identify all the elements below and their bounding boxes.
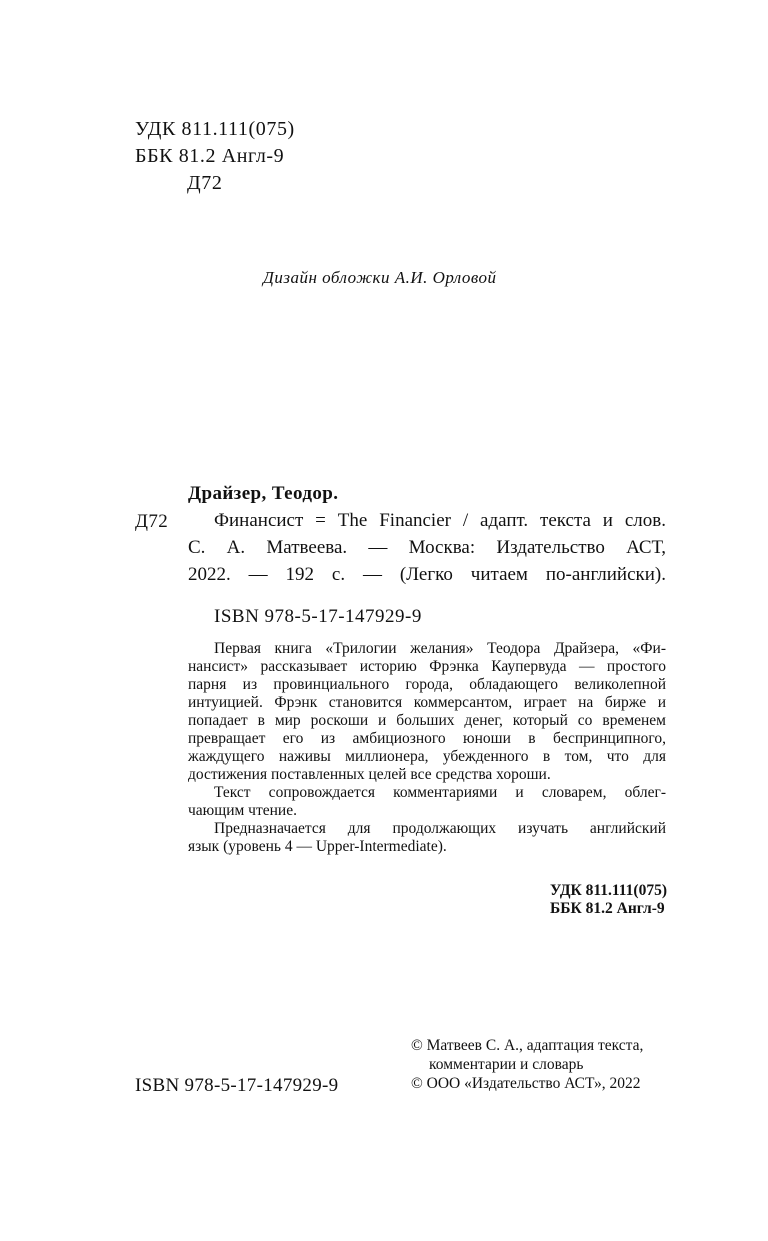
udk-code-right: УДК 811.111(075) <box>550 882 667 899</box>
catalog-author: Драйзер, Теодор. <box>188 483 339 504</box>
copyright-line: комментарии и словарь <box>429 1056 584 1073</box>
isbn-bottom: ISBN 978-5-17-147929-9 <box>135 1075 339 1096</box>
annotation <box>188 640 666 856</box>
catalog-description <box>188 507 666 588</box>
annotation-line: язык (уровень 4 — Upper-Intermediate). <box>188 838 447 855</box>
classification-block <box>135 116 295 197</box>
annotation-line: превращает его из амбициозного юноши в беспринципного, <box>188 730 666 747</box>
author-mark: Д72 <box>187 172 223 194</box>
annotation-line: нансист» рассказывает историю Фрэнка Каупервуда — простого <box>188 658 666 675</box>
annotation-line: Текст сопровождается комментариями и словарем, облег- <box>214 784 666 801</box>
annotation-line: интуицией. Фрэнк становится коммерсантом, играет на бирже и <box>188 694 666 711</box>
cover-design-credit: Дизайн обложки А.И. Орловой <box>263 268 497 287</box>
annotation-line: жаждущего наживы миллионера, убежденного в том, что для <box>188 748 666 765</box>
annotation-line: парня из провинциального города, обладающего великолепной <box>188 676 666 693</box>
catalog-description-line: 2022. — 192 с. — (Легко читаем по-английски). <box>188 564 666 585</box>
catalog-author-mark: Д72 <box>135 511 169 532</box>
annotation-line: достижения поставленных целей все средства хороши. <box>188 766 551 783</box>
bbk-code: ББК 81.2 Англ-9 <box>135 145 285 167</box>
copyright-line: © ООО «Издательство АСТ», 2022 <box>411 1075 641 1092</box>
annotation-line: чающим чтение. <box>188 802 297 819</box>
classification-right <box>550 882 667 918</box>
annotation-line: попадает в мир роскоши и больших денег, который со временем <box>188 712 666 729</box>
bbk-code-right: ББК 81.2 Англ-9 <box>550 900 665 917</box>
copyright-line: © Матвеев С. А., адаптация текста, <box>411 1037 644 1054</box>
catalog-isbn: ISBN 978-5-17-147929-9 <box>214 606 422 627</box>
catalog-description-line: С. А. Матвеева. — Москва: Издательство АСТ, <box>188 537 666 558</box>
annotation-line: Первая книга «Трилогии желания» Теодора Драйзера, «Фи- <box>214 640 666 657</box>
udk-code: УДК 811.111(075) <box>135 118 295 140</box>
copyright-block <box>411 1036 643 1093</box>
annotation-line: Предназначается для продолжающих изучать английский <box>214 820 666 837</box>
catalog-description-line: Финансист = The Financier / адапт. текста и слов. <box>214 510 666 531</box>
